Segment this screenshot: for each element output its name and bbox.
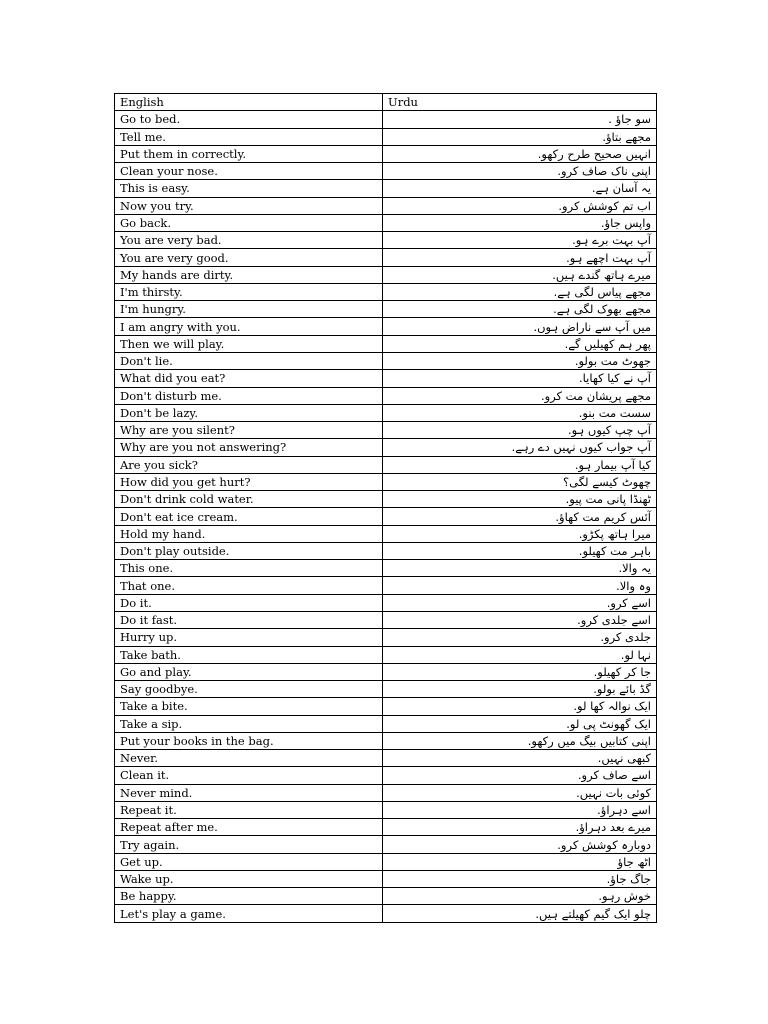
- english-phrase-cell: Are you sick?: [115, 456, 383, 473]
- english-phrase-cell: Go and play.: [115, 663, 383, 680]
- urdu-translation-cell: یہ والا.: [383, 560, 657, 577]
- table-body: [115, 111, 657, 922]
- urdu-translation-cell: آپ بہت اچھے ہو.: [383, 249, 657, 266]
- urdu-translation-cell: جا کر کھیلو.: [383, 663, 657, 680]
- urdu-translation-cell: مجھے پریشان مت کرو.: [383, 387, 657, 404]
- table-row: [115, 301, 657, 318]
- english-phrase-cell: Get up.: [115, 853, 383, 870]
- urdu-translation-cell: نہا لو.: [383, 646, 657, 663]
- urdu-translation-cell: میرا ہاتھ پکڑو.: [383, 525, 657, 542]
- english-phrase-cell: Repeat after me.: [115, 819, 383, 836]
- urdu-translation-cell: آپ بہت برے ہو.: [383, 232, 657, 249]
- urdu-translation-cell: وہ والا.: [383, 577, 657, 594]
- english-phrase-cell: Do it.: [115, 594, 383, 611]
- urdu-translation-cell: کیا آپ بیمار ہو.: [383, 456, 657, 473]
- table-row: [115, 404, 657, 421]
- urdu-translation-cell: میں آپ سے ناراض ہوں.: [383, 318, 657, 335]
- table-row: [115, 111, 657, 128]
- urdu-translation-cell: خوش رہو.: [383, 888, 657, 905]
- urdu-translation-cell: باہر مت کھیلو.: [383, 542, 657, 559]
- table-row: [115, 594, 657, 611]
- english-phrase-cell: This is easy.: [115, 180, 383, 197]
- column-header-urdu: Urdu: [383, 94, 657, 111]
- english-phrase-cell: Hold my hand.: [115, 525, 383, 542]
- urdu-translation-cell: گڈ بائے بولو.: [383, 681, 657, 698]
- table-row: [115, 698, 657, 715]
- english-phrase-cell: Never.: [115, 750, 383, 767]
- urdu-translation-cell: سو جاؤ .: [383, 111, 657, 128]
- english-phrase-cell: My hands are dirty.: [115, 266, 383, 283]
- urdu-translation-cell: مجھے بھوک لگی ہے.: [383, 301, 657, 318]
- english-phrase-cell: Put your books in the bag.: [115, 732, 383, 749]
- urdu-translation-cell: انہیں صحیح طرح رکھو.: [383, 145, 657, 162]
- table-row: [115, 836, 657, 853]
- english-phrase-cell: Then we will play.: [115, 335, 383, 352]
- english-phrase-cell: Don't play outside.: [115, 542, 383, 559]
- urdu-translation-cell: پھر ہم کھیلیں گے.: [383, 335, 657, 352]
- english-phrase-cell: Never mind.: [115, 784, 383, 801]
- table-row: [115, 163, 657, 180]
- table-row: [115, 422, 657, 439]
- english-phrase-cell: Try again.: [115, 836, 383, 853]
- table-row: [115, 732, 657, 749]
- english-phrase-cell: Don't disturb me.: [115, 387, 383, 404]
- english-phrase-cell: Wake up.: [115, 870, 383, 887]
- english-phrase-cell: Why are you not answering?: [115, 439, 383, 456]
- urdu-translation-cell: اسے کرو.: [383, 594, 657, 611]
- english-phrase-cell: Go back.: [115, 214, 383, 231]
- table-row: [115, 577, 657, 594]
- urdu-translation-cell: ایک گھونٹ پی لو.: [383, 715, 657, 732]
- table-row: [115, 750, 657, 767]
- english-phrase-cell: Take a bite.: [115, 698, 383, 715]
- urdu-translation-cell: واپس جاؤ.: [383, 214, 657, 231]
- table-row: [115, 197, 657, 214]
- table-row: [115, 819, 657, 836]
- urdu-translation-cell: دوبارہ کوشش کرو.: [383, 836, 657, 853]
- english-phrase-cell: Let's play a game.: [115, 905, 383, 922]
- table-row: [115, 767, 657, 784]
- english-phrase-cell: Say goodbye.: [115, 681, 383, 698]
- english-phrase-cell: Hurry up.: [115, 629, 383, 646]
- table-row: [115, 249, 657, 266]
- urdu-translation-cell: مجھے بتاؤ.: [383, 128, 657, 145]
- english-phrase-cell: I'm hungry.: [115, 301, 383, 318]
- table-header-row: [115, 94, 657, 111]
- english-phrase-cell: This one.: [115, 560, 383, 577]
- english-phrase-cell: I'm thirsty.: [115, 283, 383, 300]
- english-phrase-cell: Do it fast.: [115, 611, 383, 628]
- column-header-english: English: [115, 94, 383, 111]
- urdu-translation-cell: اٹھ جاؤ: [383, 853, 657, 870]
- urdu-translation-cell: کبھی نہیں.: [383, 750, 657, 767]
- urdu-translation-cell: آئس کریم مت کھاؤ.: [383, 508, 657, 525]
- urdu-translation-cell: اپنی کتابیں بیگ میں رکھو.: [383, 732, 657, 749]
- english-phrase-cell: Tell me.: [115, 128, 383, 145]
- urdu-translation-cell: میرے بعد دہراؤ.: [383, 819, 657, 836]
- table-row: [115, 145, 657, 162]
- urdu-translation-cell: اپنی ناک صاف کرو.: [383, 163, 657, 180]
- urdu-translation-cell: مجھے پیاس لگی ہے.: [383, 283, 657, 300]
- table-row: [115, 715, 657, 732]
- english-phrase-cell: Don't lie.: [115, 352, 383, 369]
- urdu-translation-cell: جاگ جاؤ.: [383, 870, 657, 887]
- english-phrase-cell: Why are you silent?: [115, 422, 383, 439]
- english-phrase-cell: Clean your nose.: [115, 163, 383, 180]
- table-row: [115, 905, 657, 922]
- table-row: [115, 784, 657, 801]
- english-phrase-cell: Don't drink cold water.: [115, 491, 383, 508]
- table-row: [115, 473, 657, 490]
- table-row: [115, 629, 657, 646]
- english-phrase-cell: Don't be lazy.: [115, 404, 383, 421]
- table-row: [115, 888, 657, 905]
- english-phrase-cell: Be happy.: [115, 888, 383, 905]
- urdu-translation-cell: اب تم کوشش کرو.: [383, 197, 657, 214]
- table-row: [115, 352, 657, 369]
- urdu-translation-cell: کوئی بات نہیں.: [383, 784, 657, 801]
- table-row: [115, 508, 657, 525]
- vocabulary-table: [114, 93, 657, 923]
- urdu-translation-cell: اسے صاف کرو.: [383, 767, 657, 784]
- english-phrase-cell: You are very good.: [115, 249, 383, 266]
- table-row: [115, 853, 657, 870]
- table-row: [115, 456, 657, 473]
- table-row: [115, 663, 657, 680]
- table-row: [115, 439, 657, 456]
- table-row: [115, 370, 657, 387]
- english-phrase-cell: What did you eat?: [115, 370, 383, 387]
- table-row: [115, 335, 657, 352]
- urdu-translation-cell: آپ نے کیا کھایا.: [383, 370, 657, 387]
- english-phrase-cell: Take a sip.: [115, 715, 383, 732]
- urdu-translation-cell: جلدی کرو.: [383, 629, 657, 646]
- english-phrase-cell: That one.: [115, 577, 383, 594]
- table-row: [115, 542, 657, 559]
- table-row: [115, 491, 657, 508]
- urdu-translation-cell: اسے جلدی کرو.: [383, 611, 657, 628]
- urdu-translation-cell: چھوٹ کیسے لگی؟: [383, 473, 657, 490]
- urdu-translation-cell: آپ جواب کیوں نہیں دے رہے.: [383, 439, 657, 456]
- table-row: [115, 801, 657, 818]
- table-row: [115, 266, 657, 283]
- urdu-translation-cell: میرے ہاتھ گندے ہیں.: [383, 266, 657, 283]
- english-phrase-cell: Take bath.: [115, 646, 383, 663]
- urdu-translation-cell: چلو ایک گیم کھیلتے ہیں.: [383, 905, 657, 922]
- english-phrase-cell: Don't eat ice cream.: [115, 508, 383, 525]
- table-row: [115, 128, 657, 145]
- table-row: [115, 560, 657, 577]
- document-page: [114, 93, 656, 923]
- table-row: [115, 283, 657, 300]
- urdu-translation-cell: سست مت بنو.: [383, 404, 657, 421]
- table-row: [115, 180, 657, 197]
- table-row: [115, 387, 657, 404]
- english-phrase-cell: How did you get hurt?: [115, 473, 383, 490]
- english-phrase-cell: Put them in correctly.: [115, 145, 383, 162]
- english-phrase-cell: Repeat it.: [115, 801, 383, 818]
- urdu-translation-cell: ایک نوالہ کھا لو.: [383, 698, 657, 715]
- urdu-translation-cell: جھوٹ مت بولو.: [383, 352, 657, 369]
- table-row: [115, 232, 657, 249]
- english-phrase-cell: Go to bed.: [115, 111, 383, 128]
- table-row: [115, 318, 657, 335]
- table-row: [115, 681, 657, 698]
- table-row: [115, 611, 657, 628]
- english-phrase-cell: You are very bad.: [115, 232, 383, 249]
- english-phrase-cell: I am angry with you.: [115, 318, 383, 335]
- table-row: [115, 214, 657, 231]
- urdu-translation-cell: ٹھنڈا پانی مت پیو.: [383, 491, 657, 508]
- english-phrase-cell: Now you try.: [115, 197, 383, 214]
- table-row: [115, 870, 657, 887]
- table-row: [115, 525, 657, 542]
- urdu-translation-cell: اسے دہراؤ.: [383, 801, 657, 818]
- urdu-translation-cell: یہ آسان ہے.: [383, 180, 657, 197]
- urdu-translation-cell: آپ چپ کیوں ہو.: [383, 422, 657, 439]
- english-phrase-cell: Clean it.: [115, 767, 383, 784]
- table-row: [115, 646, 657, 663]
